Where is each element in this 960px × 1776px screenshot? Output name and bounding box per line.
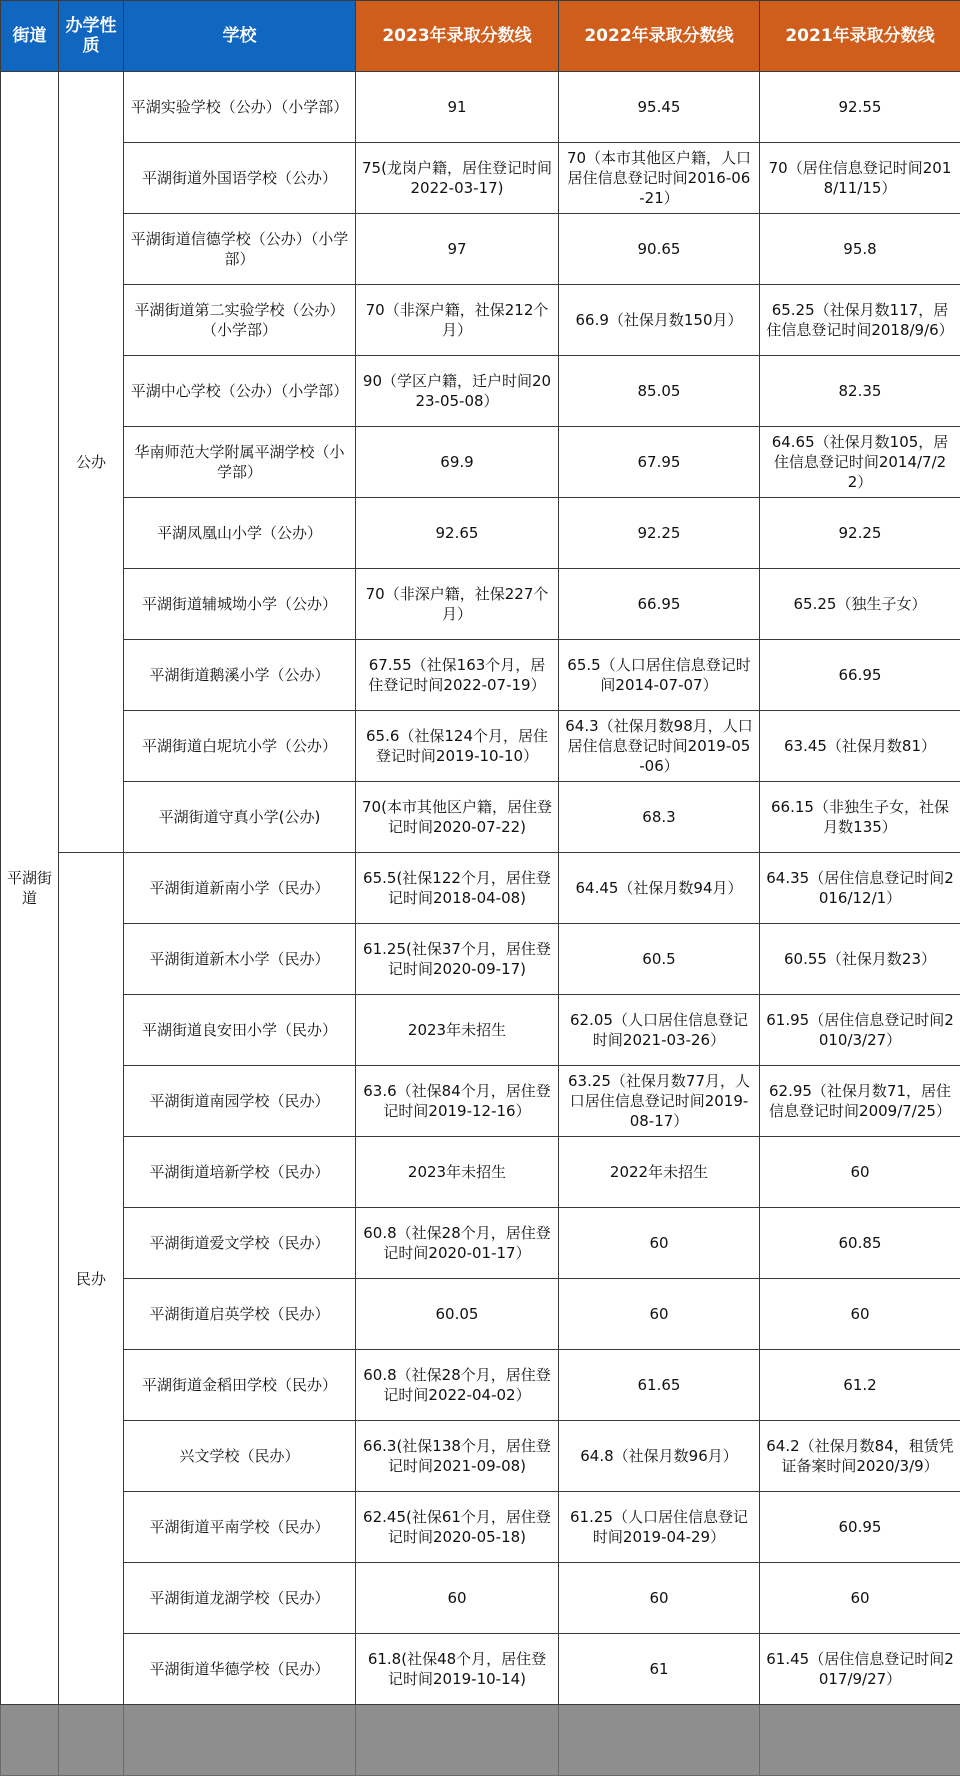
score-2021-cell: 92.55: [760, 72, 960, 143]
score-2023-cell: 60: [356, 1563, 559, 1634]
score-2023-cell: 70（非深户籍，社保212个月）: [356, 285, 559, 356]
score-2022-cell: 60: [559, 1279, 760, 1350]
school-type-public: 公办: [59, 72, 124, 853]
score-2021-cell: 60.95: [760, 1492, 960, 1563]
school-name-cell: 华南师范大学附属平湖学校（小学部）: [124, 427, 356, 498]
school-name-cell: 平湖中心学校（公办）（小学部）: [124, 356, 356, 427]
school-name-cell: 兴文学校（民办）: [124, 1421, 356, 1492]
score-2022-cell: 64.8（社保月数96月）: [559, 1421, 760, 1492]
school-name-cell: 平湖街道华德学校（民办）: [124, 1634, 356, 1705]
score-2022-cell: 66.9（社保月数150月）: [559, 285, 760, 356]
district-cell: 平湖街道: [1, 72, 59, 1705]
score-2023-cell: 92.65: [356, 498, 559, 569]
score-2022-cell: 60: [559, 1208, 760, 1279]
score-2021-cell: 64.35（居住信息登记时间2016/12/1）: [760, 853, 960, 924]
score-2021-cell: 70（居住信息登记时间2018/11/15）: [760, 143, 960, 214]
score-2023-cell: 65.6（社保124个月，居住登记时间2019-10-10）: [356, 711, 559, 782]
table-row: [1, 1066, 960, 1137]
table-row: [1, 1208, 960, 1279]
header-2022: 2022年录取分数线: [559, 1, 760, 72]
score-2023-cell: 60.8（社保28个月，居住登记时间2022-04-02）: [356, 1350, 559, 1421]
score-2021-cell: 63.45（社保月数81）: [760, 711, 960, 782]
score-2022-cell: 2022年未招生: [559, 1137, 760, 1208]
school-name-cell: 平湖街道新木小学（民办）: [124, 924, 356, 995]
school-name-cell: 平湖街道爱文学校（民办）: [124, 1208, 356, 1279]
school-type-private: 民办: [59, 853, 124, 1705]
score-2023-cell: 66.3(社保138个月，居住登记时间2021-09-08): [356, 1421, 559, 1492]
score-2021-cell: 60.85: [760, 1208, 960, 1279]
table-row: [1, 214, 960, 285]
school-name-cell: 平湖街道平南学校（民办）: [124, 1492, 356, 1563]
header-type: 办学性质: [59, 1, 124, 72]
table-row: [1, 356, 960, 427]
score-2022-cell: 90.65: [559, 214, 760, 285]
score-2023-cell: 75(龙岗户籍，居住登记时间2022-03-17): [356, 143, 559, 214]
score-2022-cell: 61: [559, 1634, 760, 1705]
table-row: [1, 1421, 960, 1492]
score-2023-cell: 90（学区户籍，迁户时间2023-05-08）: [356, 356, 559, 427]
score-2023-cell: 2023年未招生: [356, 1137, 559, 1208]
score-2023-cell: 70(本市其他区户籍，居住登记时间2020-07-22): [356, 782, 559, 853]
score-2021-cell: 60: [760, 1137, 960, 1208]
header-district: 街道: [1, 1, 59, 72]
table-row: [1, 498, 960, 569]
table-row: [1, 143, 960, 214]
school-name-cell: 平湖街道白坭坑小学（公办）: [124, 711, 356, 782]
school-name-cell: 平湖街道鹅溪小学（公办）: [124, 640, 356, 711]
table-row: [1, 711, 960, 782]
score-2021-cell: 65.25（社保月数117，居住信息登记时间2018/9/6）: [760, 285, 960, 356]
table-row: [1, 1137, 960, 1208]
school-name-cell: 平湖街道龙湖学校（民办）: [124, 1563, 356, 1634]
score-2022-cell: 92.25: [559, 498, 760, 569]
score-2022-cell: 64.3（社保月数98月，人口居住信息登记时间2019-05-06）: [559, 711, 760, 782]
score-2022-cell: 60: [559, 1563, 760, 1634]
table-row: [1, 782, 960, 853]
score-2022-cell: 62.05（人口居住信息登记时间2021-03-26）: [559, 995, 760, 1066]
school-name-cell: 平湖街道新南小学（民办）: [124, 853, 356, 924]
score-2023-cell: 91: [356, 72, 559, 143]
table-row: [1, 1350, 960, 1421]
footer-cell: [356, 1705, 559, 1776]
footer-cell: [124, 1705, 356, 1776]
school-name-cell: 平湖街道金稻田学校（民办）: [124, 1350, 356, 1421]
school-name-cell: 平湖街道信德学校（公办）（小学部）: [124, 214, 356, 285]
table-row: [1, 995, 960, 1066]
score-2021-cell: 61.95（居住信息登记时间2010/3/27）: [760, 995, 960, 1066]
school-name-cell: 平湖凤凰山小学（公办）: [124, 498, 356, 569]
score-2022-cell: 95.45: [559, 72, 760, 143]
table-header: [1, 1, 960, 72]
score-2023-cell: 60.05: [356, 1279, 559, 1350]
table-row: [1, 1279, 960, 1350]
school-name-cell: 平湖街道第二实验学校（公办）（小学部）: [124, 285, 356, 356]
score-2022-cell: 70（本市其他区户籍，人口居住信息登记时间2016-06-21）: [559, 143, 760, 214]
school-name-cell: 平湖街道辅城坳小学（公办）: [124, 569, 356, 640]
score-2021-cell: 60: [760, 1563, 960, 1634]
header-2021: 2021年录取分数线: [760, 1, 960, 72]
score-2023-cell: 60.8（社保28个月，居住登记时间2020-01-17）: [356, 1208, 559, 1279]
table-row: [1, 853, 960, 924]
score-2021-cell: 61.45（居住信息登记时间2017/9/27）: [760, 1634, 960, 1705]
score-2021-cell: 60: [760, 1279, 960, 1350]
score-2023-cell: 61.8(社保48个月，居住登记时间2019-10-14): [356, 1634, 559, 1705]
score-2023-cell: 63.6（社保84个月，居住登记时间2019-12-16）: [356, 1066, 559, 1137]
score-2022-cell: 67.95: [559, 427, 760, 498]
score-2022-cell: 60.5: [559, 924, 760, 995]
school-name-cell: 平湖街道培新学校（民办）: [124, 1137, 356, 1208]
score-2023-cell: 65.5(社保122个月，居住登记时间2018-04-08): [356, 853, 559, 924]
school-name-cell: 平湖街道外国语学校（公办）: [124, 143, 356, 214]
score-2023-cell: 70（非深户籍，社保227个月）: [356, 569, 559, 640]
score-2022-cell: 66.95: [559, 569, 760, 640]
score-2023-cell: 2023年未招生: [356, 995, 559, 1066]
school-name-cell: 平湖实验学校（公办）（小学部）: [124, 72, 356, 143]
footer-cell: [559, 1705, 760, 1776]
table-body: [1, 72, 960, 1776]
score-2021-cell: 61.2: [760, 1350, 960, 1421]
table-row: [1, 427, 960, 498]
score-2021-cell: 82.35: [760, 356, 960, 427]
score-2021-cell: 95.8: [760, 214, 960, 285]
table-row: [1, 569, 960, 640]
school-name-cell: 平湖街道良安田小学（民办）: [124, 995, 356, 1066]
table-row: [1, 72, 960, 143]
table-row: [1, 924, 960, 995]
footer-cell: [760, 1705, 960, 1776]
score-2023-cell: 67.55（社保163个月，居住登记时间2022-07-19）: [356, 640, 559, 711]
score-2021-cell: 66.95: [760, 640, 960, 711]
school-name-cell: 平湖街道南园学校（民办）: [124, 1066, 356, 1137]
score-2022-cell: 65.5（人口居住信息登记时间2014-07-07）: [559, 640, 760, 711]
table-row: [1, 1563, 960, 1634]
footer-row: [1, 1705, 960, 1776]
score-2023-cell: 62.45(社保61个月，居住登记时间2020-05-18): [356, 1492, 559, 1563]
table-row: [1, 640, 960, 711]
score-2021-cell: 66.15（非独生子女，社保月数135）: [760, 782, 960, 853]
score-2022-cell: 68.3: [559, 782, 760, 853]
score-2022-cell: 61.25（人口居住信息登记时间2019-04-29）: [559, 1492, 760, 1563]
table-row: [1, 1492, 960, 1563]
school-name-cell: 平湖街道守真小学(公办): [124, 782, 356, 853]
header-school: 学校: [124, 1, 356, 72]
score-2021-cell: 60.55（社保月数23）: [760, 924, 960, 995]
score-2021-cell: 62.95（社保月数71，居住信息登记时间2009/7/25）: [760, 1066, 960, 1137]
score-2021-cell: 92.25: [760, 498, 960, 569]
table-row: [1, 1634, 960, 1705]
header-2023: 2023年录取分数线: [356, 1, 559, 72]
school-name-cell: 平湖街道启英学校（民办）: [124, 1279, 356, 1350]
table-row: [1, 285, 960, 356]
score-2022-cell: 61.65: [559, 1350, 760, 1421]
score-2023-cell: 69.9: [356, 427, 559, 498]
score-2022-cell: 64.45（社保月数94月）: [559, 853, 760, 924]
footer-cell: [59, 1705, 124, 1776]
score-2021-cell: 64.65（社保月数105，居住信息登记时间2014/7/22）: [760, 427, 960, 498]
score-2022-cell: 63.25（社保月数77月，人口居住信息登记时间2019-08-17）: [559, 1066, 760, 1137]
score-2023-cell: 97: [356, 214, 559, 285]
score-2023-cell: 61.25(社保37个月，居住登记时间2020-09-17): [356, 924, 559, 995]
score-2022-cell: 85.05: [559, 356, 760, 427]
score-2021-cell: 64.2（社保月数84，租赁凭证备案时间2020/3/9）: [760, 1421, 960, 1492]
footer-cell: [1, 1705, 59, 1776]
score-2021-cell: 65.25（独生子女）: [760, 569, 960, 640]
